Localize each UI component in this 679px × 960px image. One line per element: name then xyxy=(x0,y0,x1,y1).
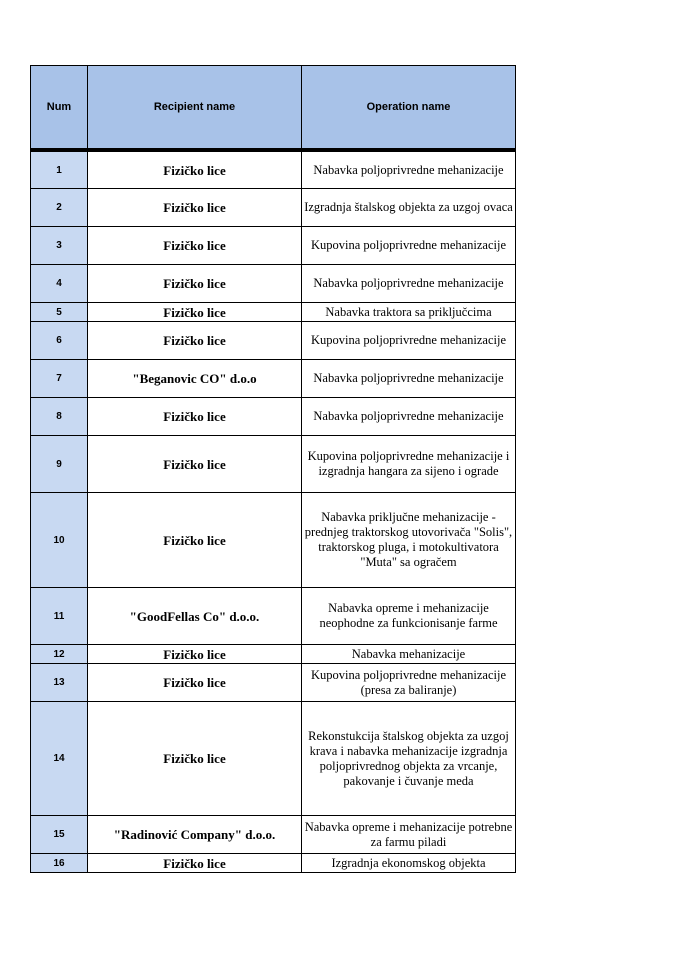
row-operation: Nabavka mehanizacije xyxy=(302,645,516,664)
row-operation: Izgradnja štalskog objekta za uzgoj ovaca xyxy=(302,189,516,227)
row-recipient: Fizičko lice xyxy=(88,702,302,816)
row-num: 11 xyxy=(31,588,88,645)
table-row xyxy=(31,227,516,265)
row-num: 1 xyxy=(31,152,88,189)
table-row xyxy=(31,664,516,702)
grant-table xyxy=(30,65,516,873)
row-operation: Nabavka poljoprivredne mehanizacije xyxy=(302,360,516,398)
row-recipient: Fizičko lice xyxy=(88,436,302,493)
row-operation: Izgradnja ekonomskog objekta xyxy=(302,854,516,873)
row-recipient: Fizičko lice xyxy=(88,493,302,588)
row-operation: Kupovina poljoprivredne mehanizacije (presa za baliranje) xyxy=(302,664,516,702)
row-operation: Nabavka opreme i mehanizacije potrebne za farmu piladi xyxy=(302,816,516,854)
table-row xyxy=(31,493,516,588)
table-row xyxy=(31,322,516,360)
row-operation: Nabavka poljoprivredne mehanizacije xyxy=(302,398,516,436)
table-row xyxy=(31,702,516,816)
row-operation: Kupovina poljoprivredne mehanizacije i izgradnja hangara za sijeno i ograde xyxy=(302,436,516,493)
row-num: 8 xyxy=(31,398,88,436)
row-recipient: Fizičko lice xyxy=(88,854,302,873)
header-num: Num xyxy=(31,66,88,150)
row-num: 6 xyxy=(31,322,88,360)
row-recipient: "Beganovic CO" d.o.o xyxy=(88,360,302,398)
row-operation: Kupovina poljoprivredne mehanizacije xyxy=(302,227,516,265)
row-num: 15 xyxy=(31,816,88,854)
row-recipient: "Radinović Company" d.o.o. xyxy=(88,816,302,854)
row-num: 5 xyxy=(31,303,88,322)
table-row xyxy=(31,360,516,398)
row-operation: Kupovina poljoprivredne mehanizacije xyxy=(302,322,516,360)
row-num: 16 xyxy=(31,854,88,873)
row-operation: Rekonstukcija štalskog objekta za uzgoj krava i nabavka mehanizacije izgradnja poljoprivrednog objekta za vrcanje, pakovanje i čuvanje meda xyxy=(302,702,516,816)
row-num: 10 xyxy=(31,493,88,588)
table-row xyxy=(31,189,516,227)
row-operation: Nabavka poljoprivredne mehanizacije xyxy=(302,265,516,303)
header-operation: Operation name xyxy=(302,66,516,150)
row-num: 3 xyxy=(31,227,88,265)
row-num: 2 xyxy=(31,189,88,227)
row-recipient: Fizičko lice xyxy=(88,398,302,436)
row-recipient: Fizičko lice xyxy=(88,189,302,227)
table-row xyxy=(31,588,516,645)
row-num: 13 xyxy=(31,664,88,702)
table-row xyxy=(31,303,516,322)
table-row xyxy=(31,436,516,493)
row-operation: Nabavka traktora sa priključcima xyxy=(302,303,516,322)
row-num: 4 xyxy=(31,265,88,303)
row-num: 7 xyxy=(31,360,88,398)
row-recipient: Fizičko lice xyxy=(88,303,302,322)
table-row xyxy=(31,152,516,189)
row-operation: Nabavka priključne mehanizacije - prednjeg traktorskog utovorivača "Solis", traktorskog pluga, i motokultivatora "Muta" sa ogračem xyxy=(302,493,516,588)
row-recipient: Fizičko lice xyxy=(88,664,302,702)
row-operation: Nabavka opreme i mehanizacije neophodne za funkcionisanje farme xyxy=(302,588,516,645)
header-recipient: Recipient name xyxy=(88,66,302,150)
row-recipient: Fizičko lice xyxy=(88,152,302,189)
table-row xyxy=(31,645,516,664)
table-header-row xyxy=(31,66,516,150)
row-recipient: Fizičko lice xyxy=(88,645,302,664)
row-recipient: Fizičko lice xyxy=(88,265,302,303)
row-recipient: "GoodFellas Co" d.o.o. xyxy=(88,588,302,645)
row-operation: Nabavka poljoprivredne mehanizacije xyxy=(302,152,516,189)
table-row xyxy=(31,854,516,873)
table-row xyxy=(31,398,516,436)
row-num: 12 xyxy=(31,645,88,664)
table-row xyxy=(31,265,516,303)
row-recipient: Fizičko lice xyxy=(88,322,302,360)
row-num: 14 xyxy=(31,702,88,816)
table-row xyxy=(31,816,516,854)
row-num: 9 xyxy=(31,436,88,493)
row-recipient: Fizičko lice xyxy=(88,227,302,265)
